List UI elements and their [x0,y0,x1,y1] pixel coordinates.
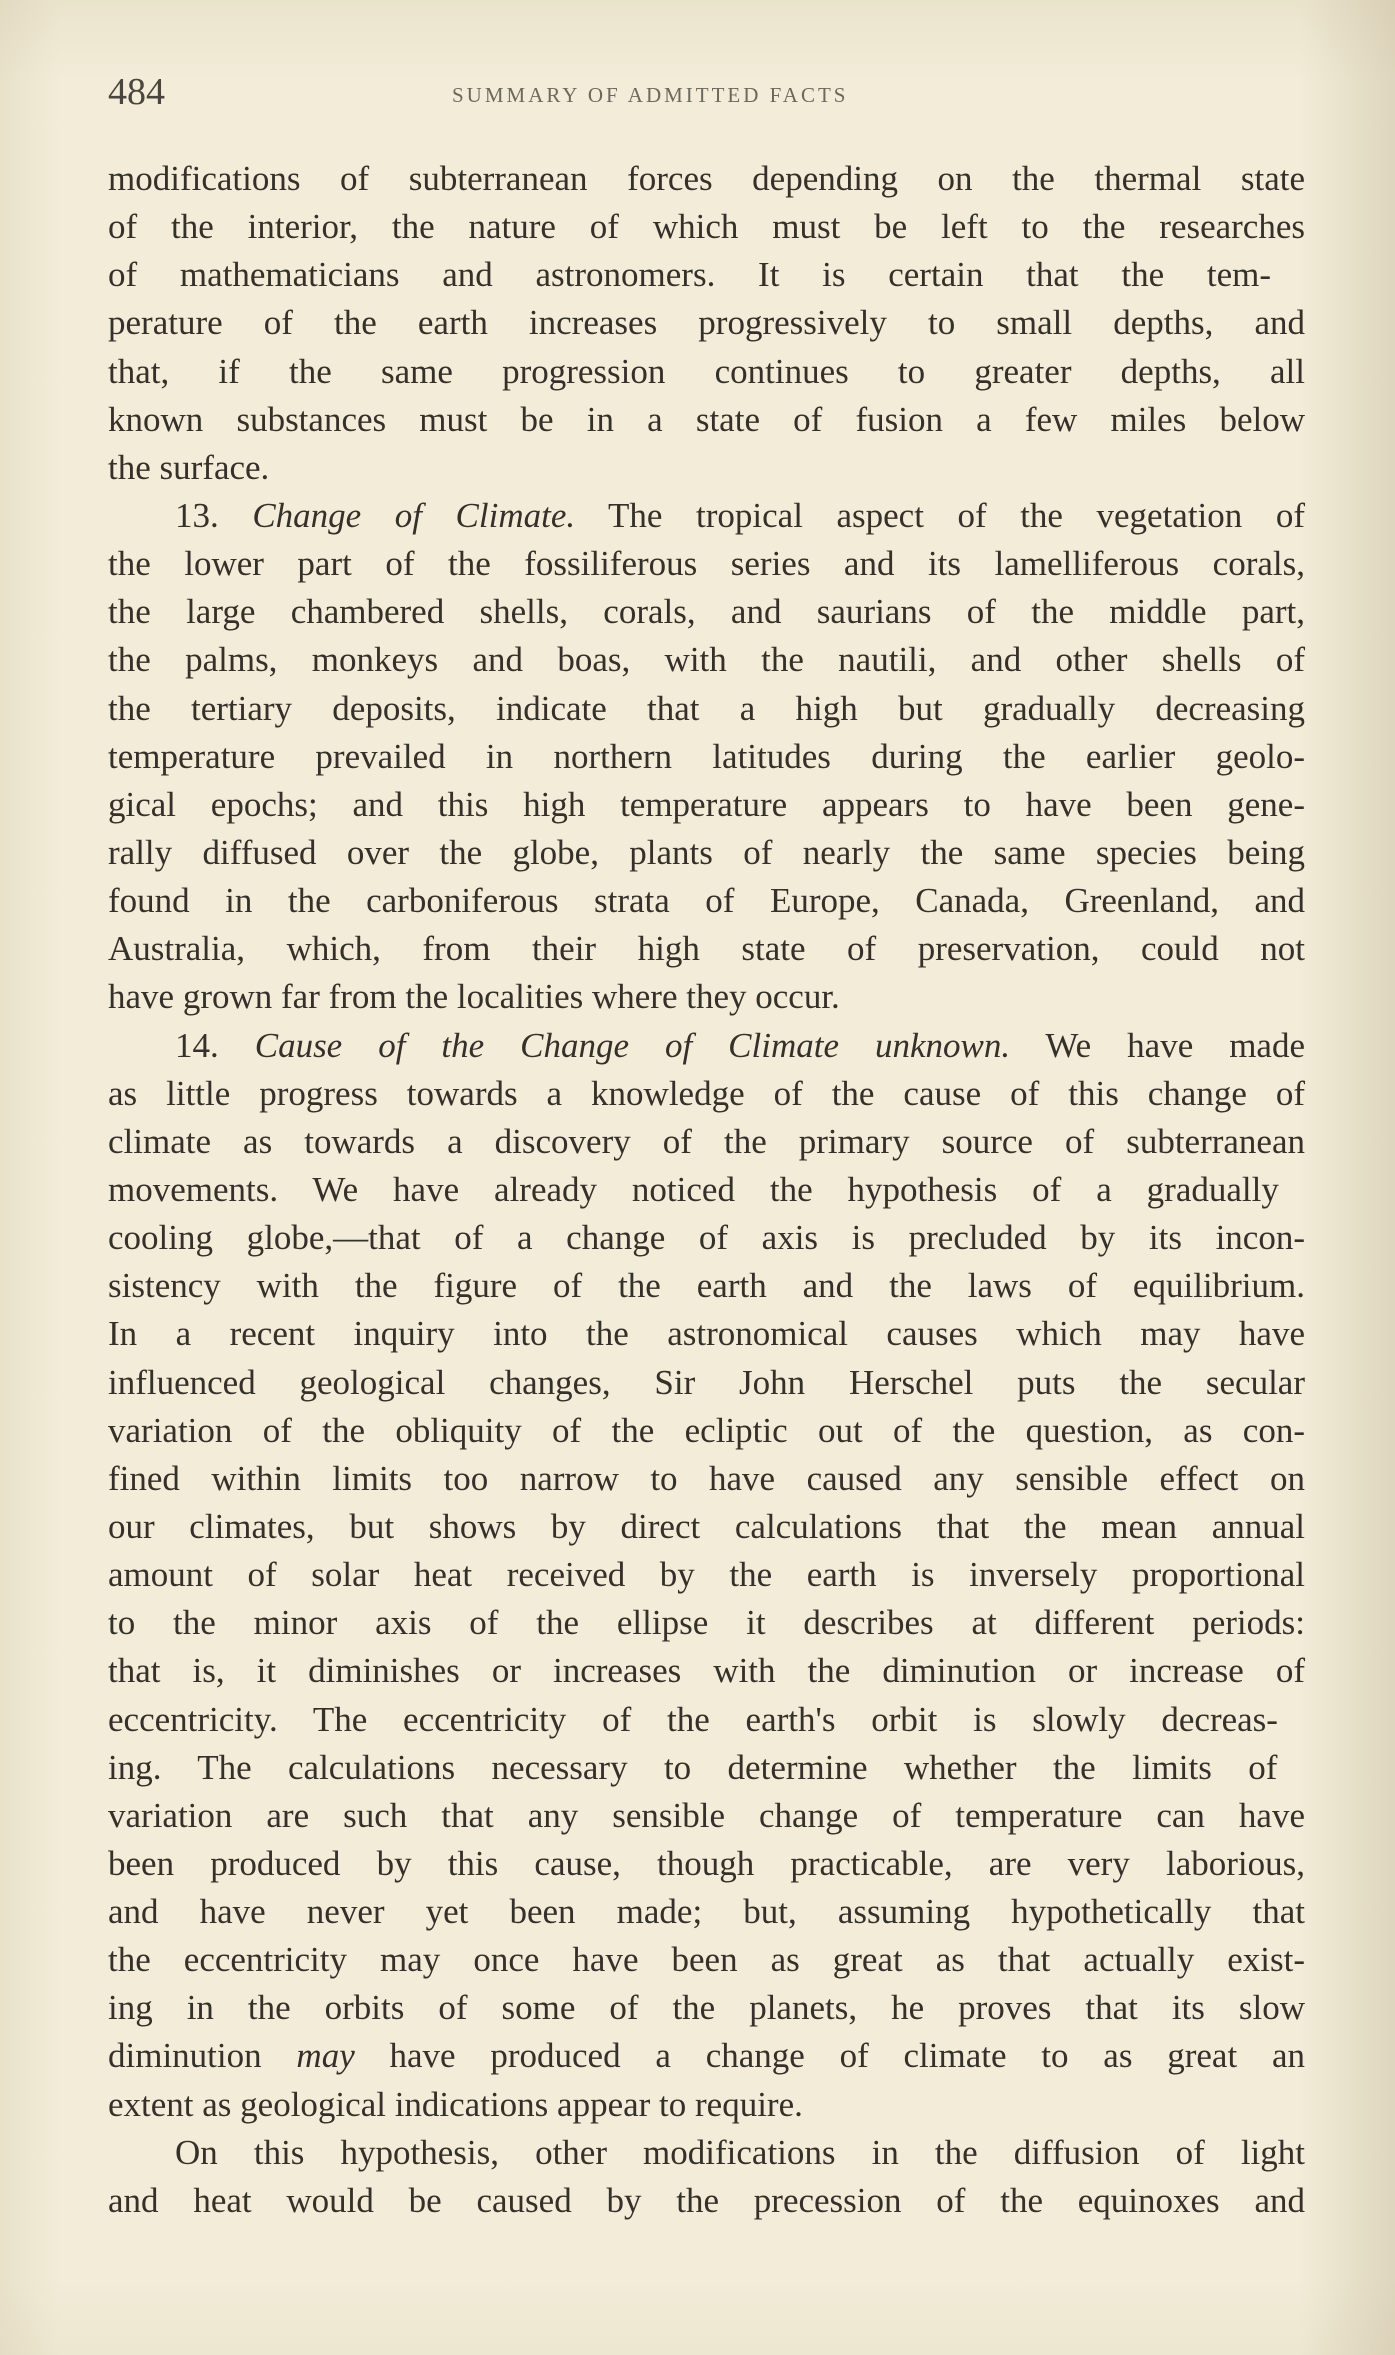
text-line [108,2081,1305,2129]
text-line-content [108,1792,1305,1840]
text-line-content [108,2081,803,2129]
text-line-content [108,251,1271,299]
text-line [108,1792,1305,1840]
text-line [108,1262,1305,1310]
running-title: SUMMARY OF ADMITTED FACTS [452,83,849,107]
text-line-content [108,636,1305,684]
text-line [108,155,1305,203]
line-text: ing. The calculations necessary to determine whether the limits of [108,1747,1278,1787]
line-text: the eccentricity may once have been as great as that actually exist- [108,1940,1305,1980]
text-line [108,540,1305,588]
text-line-content [108,540,1305,588]
line-text: On this hypothesis, other modifications in the diffusion of light [175,2132,1305,2172]
text-line [108,1359,1305,1407]
text-line [108,396,1305,444]
text-line-content [108,877,1305,925]
text-line-content [108,588,1305,636]
line-text: fined within limits too narrow to have caused any sensible effect on [108,1458,1305,1498]
text-line-content [108,1503,1305,1551]
text-line [108,1022,1305,1070]
text-line [108,299,1305,347]
line-text: to the minor axis of the ellipse it describes at different periods: [108,1603,1305,1643]
text-line-content [108,1118,1305,1166]
line-text: have produced a change of climate to as great an [389,2036,1305,2076]
text-line [108,1936,1305,1984]
text-line-content [108,1022,1305,1070]
section-number: 13. [175,495,219,535]
text-line-content [108,203,1305,251]
text-line-content [108,1696,1278,1744]
text-line-content [108,396,1305,444]
text-line-content [108,1647,1305,1695]
text-line-content [108,2177,1305,2225]
line-text: found in the carboniferous strata of Europe, Canada, Greenland, and [108,881,1305,921]
text-line [108,1118,1305,1166]
text-line [108,588,1305,636]
text-line-content [108,1359,1305,1407]
line-text: the palms, monkeys and boas, with the nautili, and other shells of [108,640,1305,680]
text-line-content [108,1214,1305,1262]
line-text: variation of the obliquity of the ecliptic out of the question, as con- [108,1410,1305,1450]
text-line [108,2129,1305,2177]
line-text: known substances must be in a state of fusion a few miles below [108,399,1305,439]
line-text: variation are such that any sensible change of temperature can have [108,1795,1305,1835]
text-line-content [108,444,269,492]
text-line [108,733,1305,781]
text-line [108,1599,1305,1647]
text-line-content [108,1455,1305,1503]
line-text: of mathematicians and astronomers. It is certain that the tem- [108,255,1272,295]
line-text: ing in the orbits of some of the planets, he proves that its slow [108,1988,1305,2028]
text-line [108,973,1305,1021]
text-line [108,348,1305,396]
text-line [108,781,1305,829]
text-line-content [108,348,1305,396]
line-text: gical epochs; and this high temperature appears to have been gene- [108,784,1305,824]
section-heading: Cause of the Change of Climate unknown. [254,1025,1011,1065]
text-line-content [108,155,1305,203]
text-line-content [108,2129,1305,2177]
line-text: the tertiary deposits, indicate that a high but gradually decreasing [108,688,1305,728]
line-text: that is, it diminishes or increases with the diminution or increase of [108,1651,1305,1691]
text-line [108,1551,1305,1599]
text-line-content [108,1984,1305,2032]
text-line-content [108,733,1305,781]
text-line [108,444,1305,492]
text-line [108,1840,1305,1888]
line-text: cooling globe,—that of a change of axis is precluded by its incon- [108,1218,1305,1258]
line-text: amount of solar heat received by the earth is inversely proportional [108,1555,1305,1595]
line-text: In a recent inquiry into the astronomical causes which may have [108,1314,1305,1354]
text-line [108,1984,1305,2032]
text-line [108,1310,1305,1358]
text-line-content [108,973,840,1021]
text-line [108,1455,1305,1503]
line-text: our climates, but shows by direct calculations that the mean annual [108,1506,1305,1546]
text-line-content [108,1310,1305,1358]
line-text: The tropical aspect of the vegetation of [608,495,1305,535]
text-line [108,251,1305,299]
text-line-content [108,685,1305,733]
text-line [108,203,1305,251]
text-line [108,2032,1305,2080]
line-text: been produced by this cause, though practicable, are very laborious, [108,1843,1305,1883]
line-text: temperature prevailed in northern latitudes during the earlier geolo- [108,736,1305,776]
line-text: We have made [1045,1025,1305,1065]
body-text [108,155,1305,2225]
text-line [108,1744,1305,1792]
text-line-content [108,2032,1305,2080]
text-line-content [108,1166,1279,1214]
text-line [108,1166,1305,1214]
text-line [108,1503,1305,1551]
text-line-content [108,829,1305,877]
line-text: and heat would be caused by the precession of the equinoxes and [108,2180,1305,2220]
text-line-content [108,925,1305,973]
emphasis-text: may [296,2036,355,2076]
text-line-content [108,1936,1305,1984]
line-text: rally diffused over the globe, plants of nearly the same species being [108,832,1305,872]
text-line-content [108,1744,1277,1792]
text-line [108,1214,1305,1262]
line-text: as little progress towards a knowledge of the cause of this change of [108,1073,1305,1113]
text-line-content [108,492,1305,540]
text-line [108,1070,1305,1118]
text-line [108,1888,1305,1936]
line-text: eccentricity. The eccentricity of the earth's orbit is slowly decreas- [108,1699,1278,1739]
line-text: that, if the same progression continues to greater depths, all [108,351,1305,391]
text-line-content [108,1599,1305,1647]
line-text: and have never yet been made; but, assuming hypothetically that [108,1892,1305,1932]
text-line-content [108,1407,1305,1455]
section-number: 14. [175,1025,219,1065]
line-text: movements. We have already noticed the hypothesis of a gradually [108,1169,1279,1209]
text-line-content [108,299,1305,347]
text-line [108,2177,1305,2225]
text-line-content [108,781,1305,829]
line-text: of the interior, the nature of which must be left to the researches [108,207,1305,247]
section-heading: Change of Climate. [252,495,576,535]
line-text: the large chambered shells, corals, and saurians of the middle part, [108,592,1305,632]
running-head [108,72,1305,112]
line-text: Australia, which, from their high state of preservation, could not [108,929,1305,969]
text-line-content [108,1888,1305,1936]
line-text: climate as towards a discovery of the primary source of subterranean [108,1121,1305,1161]
text-line [108,1696,1305,1744]
line-text: extent as geological indications appear to require. [108,2084,803,2124]
text-line [108,1647,1305,1695]
text-line-content [108,1840,1305,1888]
text-line-content [108,1262,1305,1310]
line-text: the surface. [108,447,270,487]
text-line-content [108,1551,1305,1599]
line-text: the lower part of the fossiliferous series and its lamelliferous corals, [108,544,1305,584]
line-text-prefix: diminution [108,2036,262,2076]
text-line-content [108,1070,1305,1118]
text-line [108,685,1305,733]
line-text: modifications of subterranean forces depending on the thermal state [108,159,1305,198]
line-text: sistency with the figure of the earth and the laws of equilibrium. [108,1266,1305,1306]
text-line [108,877,1305,925]
text-line [108,1407,1305,1455]
text-line [108,925,1305,973]
page-number: 484 [108,71,165,113]
line-text: influenced geological changes, Sir John Herschel puts the secular [108,1362,1305,1402]
text-line [108,829,1305,877]
line-text: perature of the earth increases progressively to small depths, and [108,303,1305,343]
text-line [108,492,1305,540]
text-line [108,636,1305,684]
line-text: have grown far from the localities where they occur. [108,977,840,1017]
